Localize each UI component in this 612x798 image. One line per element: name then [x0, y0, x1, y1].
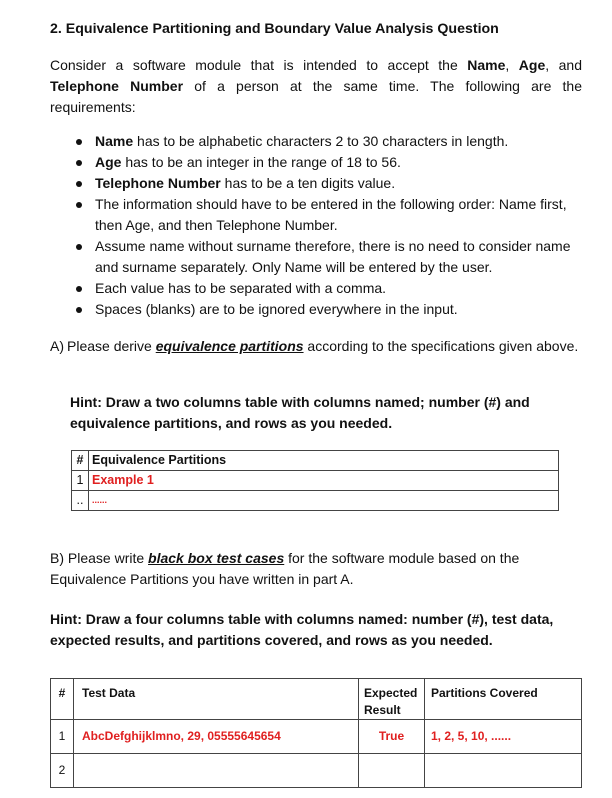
part-b-emphasis: black box test cases	[148, 550, 285, 566]
requirement-item	[72, 194, 582, 236]
requirement-text: has to be an integer in the range of 18 to 56.	[121, 154, 401, 170]
requirement-text: has to be alphabetic characters 2 to 30 characters in length.	[133, 133, 509, 149]
cell-number: ..	[72, 491, 89, 511]
table-row	[72, 471, 559, 491]
part-a-text-pre: Please derive	[67, 338, 156, 354]
header-partitions-covered: Partitions Covered	[425, 679, 582, 720]
requirements-list	[72, 131, 582, 320]
requirement-item	[72, 152, 582, 173]
part-b-question	[50, 548, 582, 590]
cell-partitions-covered: 1, 2, 5, 10, ......	[425, 720, 582, 754]
intro-text-3: , and	[545, 57, 583, 73]
question-title: 2. Equivalence Partitioning and Boundary Value Analysis Question	[50, 21, 499, 37]
requirement-bold: Name	[95, 133, 134, 149]
table-header-row	[51, 679, 582, 720]
table-row	[72, 491, 559, 511]
intro-bold-telephone: Telephone Number	[50, 78, 184, 94]
requirement-text: Each value has to be separated with a comma.	[95, 280, 387, 296]
cell-partition: ......	[89, 491, 559, 511]
header-test-data: Test Data	[74, 679, 359, 720]
table-row	[51, 720, 582, 754]
part-b-text-pre: Please write	[67, 550, 149, 566]
requirement-text: Spaces (blanks) are to be ignored everywhere in the input.	[95, 301, 458, 317]
test-cases-table	[50, 678, 582, 788]
intro-bold-name: Name	[467, 57, 506, 73]
cell-partition: Example 1	[89, 471, 559, 491]
part-b-hint: Hint: Draw a four columns table with columns named: number (#), test data, expected results, and partitions covered, and rows as you needed.	[50, 611, 554, 648]
requirement-text: Assume name without surname therefore, there is no need to consider name and surname separately. Only Name will be entered by the user.	[95, 238, 571, 275]
requirement-bold: Telephone Number	[95, 175, 221, 191]
cell-expected-result: True	[359, 720, 425, 754]
header-expected-result: Expected Result	[359, 679, 425, 720]
cell-number: 1	[72, 471, 89, 491]
cell-test-data	[74, 754, 359, 788]
requirement-bold: Age	[95, 154, 122, 170]
cell-number: 2	[51, 754, 74, 788]
cell-number: 1	[51, 720, 74, 754]
header-number: #	[72, 451, 89, 471]
requirement-text: has to be a ten digits value.	[220, 175, 396, 191]
header-number: #	[51, 679, 74, 720]
requirement-item	[72, 278, 582, 299]
intro-text-2: ,	[505, 57, 519, 73]
part-b-text-post: for the software module based on the Equivalence Partitions you have written in part A.	[50, 550, 520, 587]
intro-text-1: Consider a software module that is intended to accept the	[50, 57, 468, 73]
intro-text-4: of a person at the same time. The following are the requirements:	[50, 78, 582, 115]
part-b-label: B)	[50, 550, 64, 566]
header-equivalence-partitions: Equivalence Partitions	[89, 451, 559, 471]
requirement-item	[72, 299, 582, 320]
requirement-item	[72, 173, 582, 194]
part-a-text-post: according to the specifications given above.	[303, 338, 579, 354]
intro-paragraph	[50, 55, 582, 118]
part-a-label: A)	[50, 338, 64, 354]
table-header-row	[72, 451, 559, 471]
cell-test-data: AbcDefghijklmno, 29, 05555645654	[74, 720, 359, 754]
intro-bold-age: Age	[518, 57, 546, 73]
cell-expected-result	[359, 754, 425, 788]
cell-partitions-covered	[425, 754, 582, 788]
table-row	[51, 754, 582, 788]
requirement-item	[72, 236, 582, 278]
equivalence-partitions-table	[71, 450, 559, 511]
part-a-hint: Hint: Draw a two columns table with columns named; number (#) and equivalence partitions, and rows as you needed.	[70, 394, 530, 431]
requirement-text: The information should have to be entered in the following order: Name first, then Age, and then Telephone Number.	[95, 196, 567, 233]
part-a-emphasis: equivalence partitions	[155, 338, 304, 354]
requirement-item	[72, 131, 582, 152]
part-a-question	[50, 336, 582, 357]
